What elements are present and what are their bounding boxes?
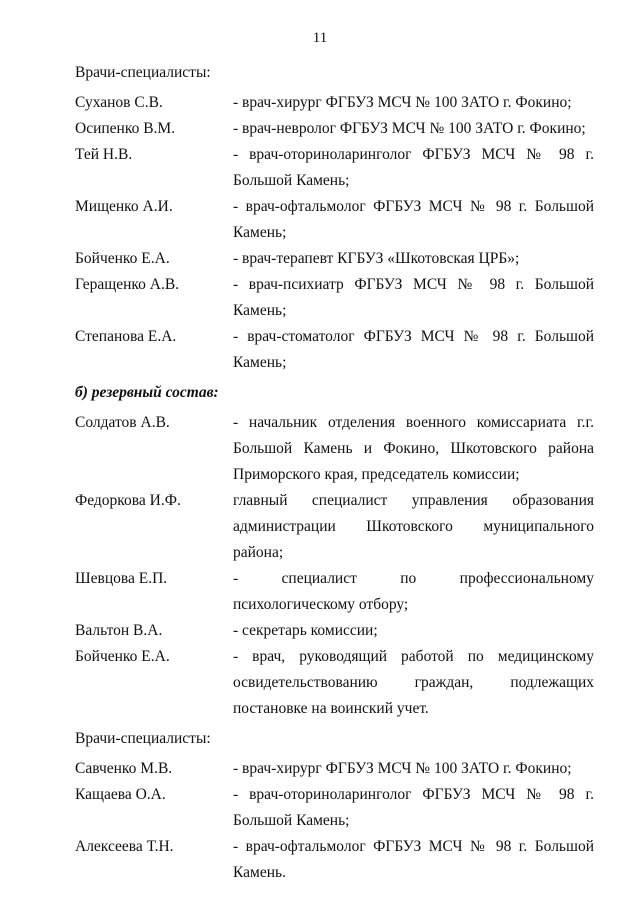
list-item: [75, 142, 594, 194]
member-name: Алексеева Т.Н.: [75, 838, 174, 855]
page-number: 11: [312, 30, 328, 46]
list-item: [75, 410, 594, 488]
list-item: [75, 246, 594, 272]
member-role: главный специалист управления образования администрации Шкотовского муниципального района;: [233, 492, 594, 561]
list-item: [75, 272, 594, 324]
list-item: [75, 90, 594, 116]
list-item: [75, 644, 594, 722]
member-role: - специалист по профессиональному психологическому отбору;: [233, 570, 594, 613]
member-name: Федоркова И.Ф.: [75, 492, 181, 509]
member-name: Мищенко А.И.: [75, 198, 173, 215]
member-role: - врач-офтальмолог ФГБУЗ МСЧ № 98 г. Большой Камень;: [233, 198, 594, 241]
member-name: Геращенко А.В.: [75, 276, 180, 293]
member-name: Бойченко Е.А.: [75, 250, 170, 267]
member-name: Степанова Е.А.: [75, 328, 177, 345]
member-name: Кащаева О.А.: [75, 786, 166, 803]
member-name: Осипенко В.М.: [75, 120, 176, 137]
member-role: - начальник отделения военного комиссариата г.г. Большой Камень и Фокино, Шкотовского района Приморского края, председатель комиссии;: [233, 414, 594, 483]
commission-list: [75, 56, 594, 886]
member-role: - врач-офтальмолог ФГБУЗ МСЧ № 98 г. Большой Камень.: [233, 838, 594, 881]
member-name: Бойченко Е.А.: [75, 648, 170, 665]
section-heading-specialists-reserve: Врачи-специалисты:: [75, 730, 211, 747]
member-name: Шевцова Е.П.: [75, 570, 168, 587]
member-role: - врач, руководящий работой по медицинскому освидетельствованию граждан, подлежащих постановке на воинский учет.: [233, 648, 594, 717]
list-item: [75, 618, 594, 644]
list-item: [75, 324, 594, 376]
member-role: - врач-невролог ФГБУЗ МСЧ № 100 ЗАТО г. Фокино;: [233, 120, 586, 137]
member-role: - врач-хирург ФГБУЗ МСЧ № 100 ЗАТО г. Фокино;: [233, 760, 572, 777]
member-name: Вальтон В.А.: [75, 622, 163, 639]
member-role: - врач-оториноларинголог ФГБУЗ МСЧ № 98 г. Большой Камень;: [233, 786, 594, 829]
list-item: [75, 116, 594, 142]
list-item: [75, 194, 594, 246]
section-heading-specialists: Врачи-специалисты:: [75, 64, 211, 81]
list-item: [75, 834, 594, 886]
list-item: [75, 488, 594, 566]
list-item: [75, 566, 594, 618]
member-role: - врач-оториноларинголог ФГБУЗ МСЧ № 98 г. Большой Камень;: [233, 146, 594, 189]
member-role: - врач-хирург ФГБУЗ МСЧ № 100 ЗАТО г. Фокино;: [233, 94, 572, 111]
member-name: Суханов С.В.: [75, 94, 163, 111]
list-item: [75, 756, 594, 782]
member-role: - врач-терапевт КГБУЗ «Шкотовская ЦРБ»;: [233, 250, 520, 267]
list-item: [75, 782, 594, 834]
section-heading-reserve: б) резервный состав:: [75, 384, 219, 401]
member-name: Тей Н.В.: [75, 146, 133, 163]
member-name: Савченко М.В.: [75, 760, 173, 777]
member-role: - секретарь комиссии;: [233, 622, 378, 639]
member-role: - врач-стоматолог ФГБУЗ МСЧ № 98 г. Большой Камень;: [233, 328, 594, 371]
member-name: Солдатов А.В.: [75, 414, 170, 431]
member-role: - врач-психиатр ФГБУЗ МСЧ № 98 г. Большой Камень;: [233, 276, 594, 319]
